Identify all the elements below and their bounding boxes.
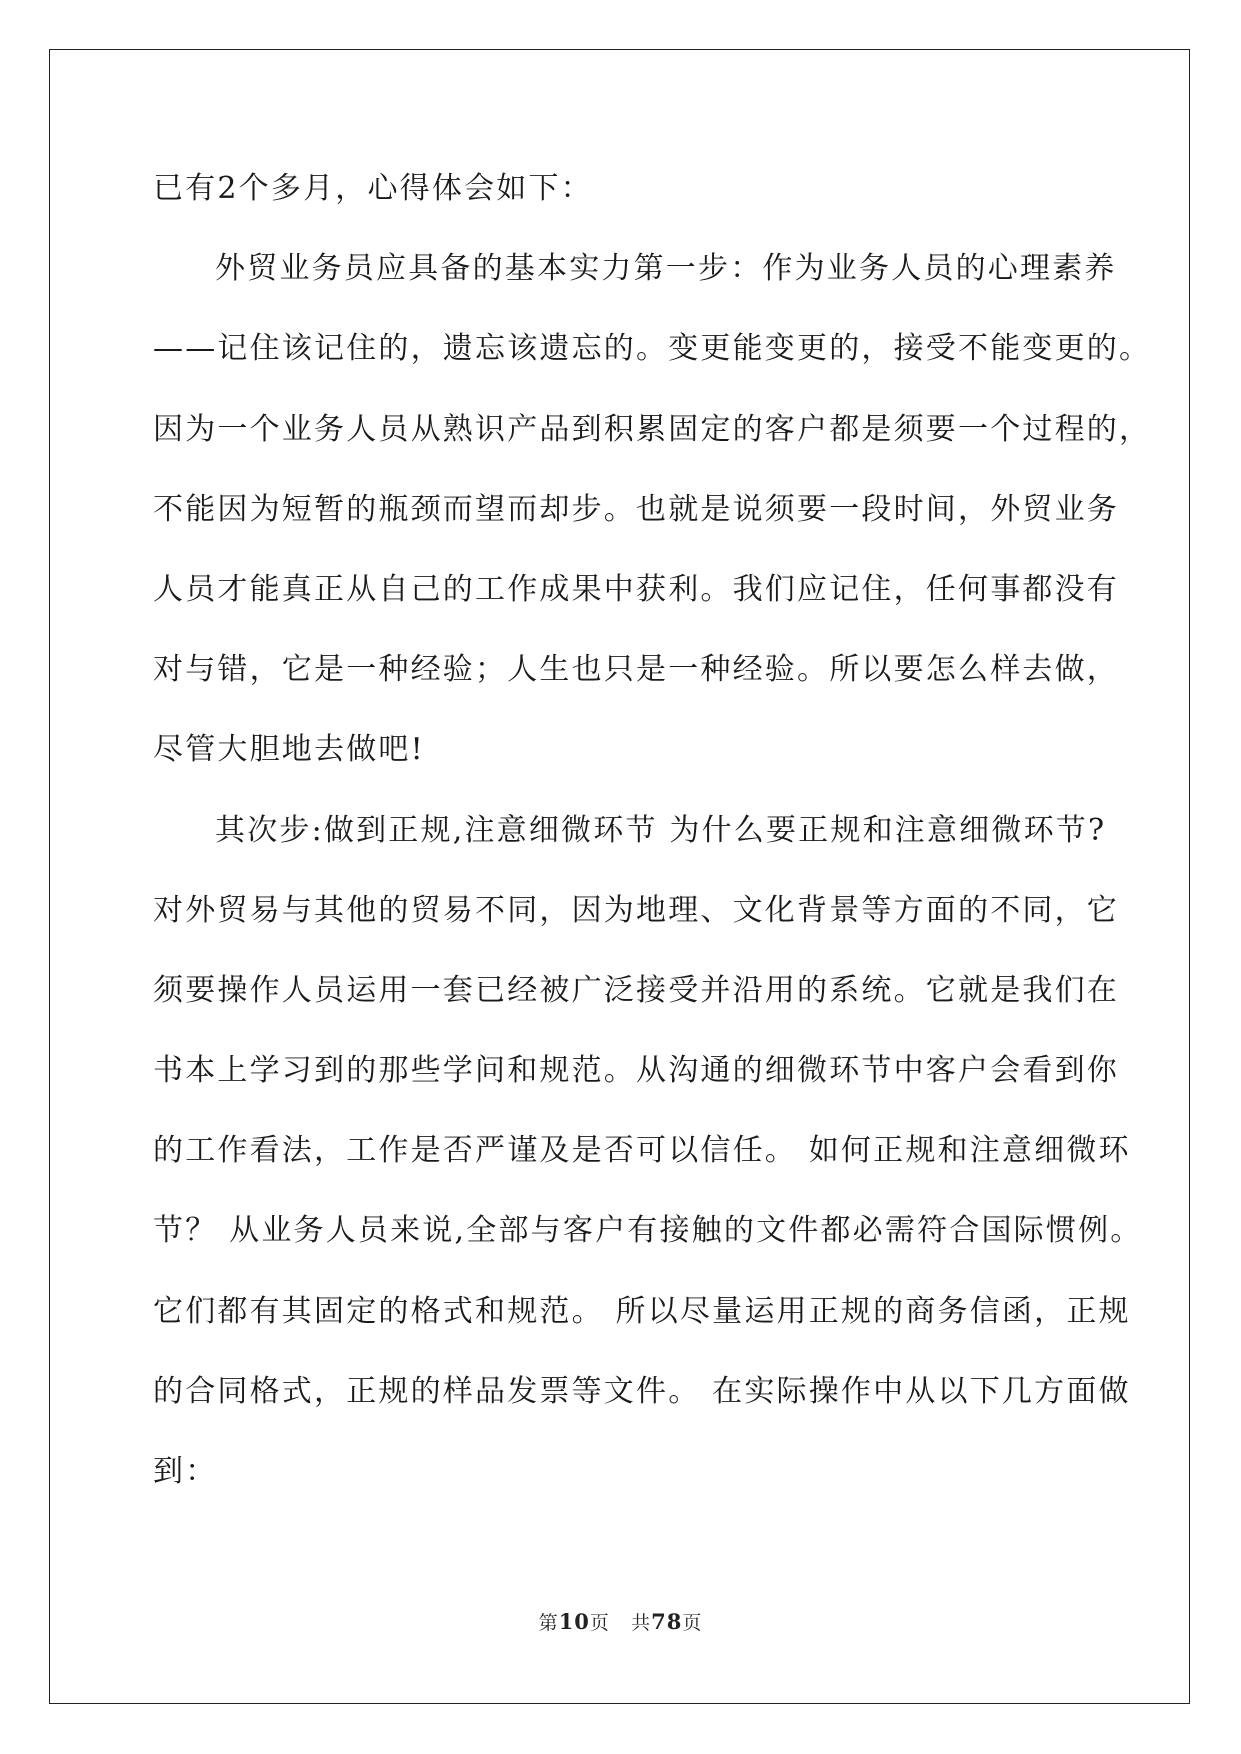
text-line: 不能因为短暂的瓶颈而望而却步。也就是说须要一段时间，外贸业务 xyxy=(153,491,1119,527)
text-line: 对与错，它是一种经验；人生也只是一种经验。所以要怎么样去做， xyxy=(153,652,1119,688)
text-line: 对外贸易与其他的贸易不同，因为地理、文化背景等方面的不同，它 xyxy=(153,892,1119,928)
text-line-paragraph-start: 外贸业务员应具备的基本实力第一步：作为业务人员的心理素养 xyxy=(215,251,1117,287)
document-body xyxy=(153,162,1152,1525)
text-line: 节？ 从业务人员来说,全部与客户有接触的文件都必需符合国际惯例。 xyxy=(153,1213,1143,1249)
footer-total-prefix: 共 xyxy=(631,1612,652,1634)
text-line: 它们都有其固定的格式和规范。 所以尽量运用正规的商务信函，正规 xyxy=(153,1293,1131,1329)
current-page-number: 10 xyxy=(558,1609,590,1634)
text-line: 须要操作人员运用一套已经被广泛接受并沿用的系统。它就是我们在 xyxy=(153,972,1119,1008)
text-line: 到： xyxy=(153,1454,218,1489)
text-line-paragraph-start: 其次步:做到正规,注意细微环节 为什么要正规和注意细微环节? xyxy=(215,812,1107,848)
total-pages-number: 78 xyxy=(651,1609,683,1634)
page-footer xyxy=(0,1608,1241,1635)
text-line: ——记住该记住的，遗忘该遗忘的。变更能变更的，接受不能变更的。 xyxy=(153,331,1152,367)
text-line: 已有2个多月，心得体会如下： xyxy=(153,171,593,206)
text-line: 的工作看法，工作是否严谨及是否可以信任。 如何正规和注意细微环 xyxy=(153,1133,1131,1169)
text-line: 的合同格式，正规的样品发票等文件。 在实际操作中从以下几方面做 xyxy=(153,1373,1131,1409)
footer-page-suffix: 页 xyxy=(589,1612,610,1634)
text-line: 人员才能真正从自己的工作成果中获利。我们应记住，任何事都没有 xyxy=(153,571,1119,607)
footer-total-suffix: 页 xyxy=(682,1612,703,1634)
text-line: 尽管大胆地去做吧! xyxy=(153,732,425,768)
text-line: 书本上学习到的那些学问和规范。从沟通的细微环节中客户会看到你 xyxy=(153,1053,1119,1089)
footer-prefix: 第 xyxy=(538,1612,559,1634)
text-line: 因为一个业务人员从熟识产品到积累固定的客户都是须要一个过程的， xyxy=(153,411,1152,447)
